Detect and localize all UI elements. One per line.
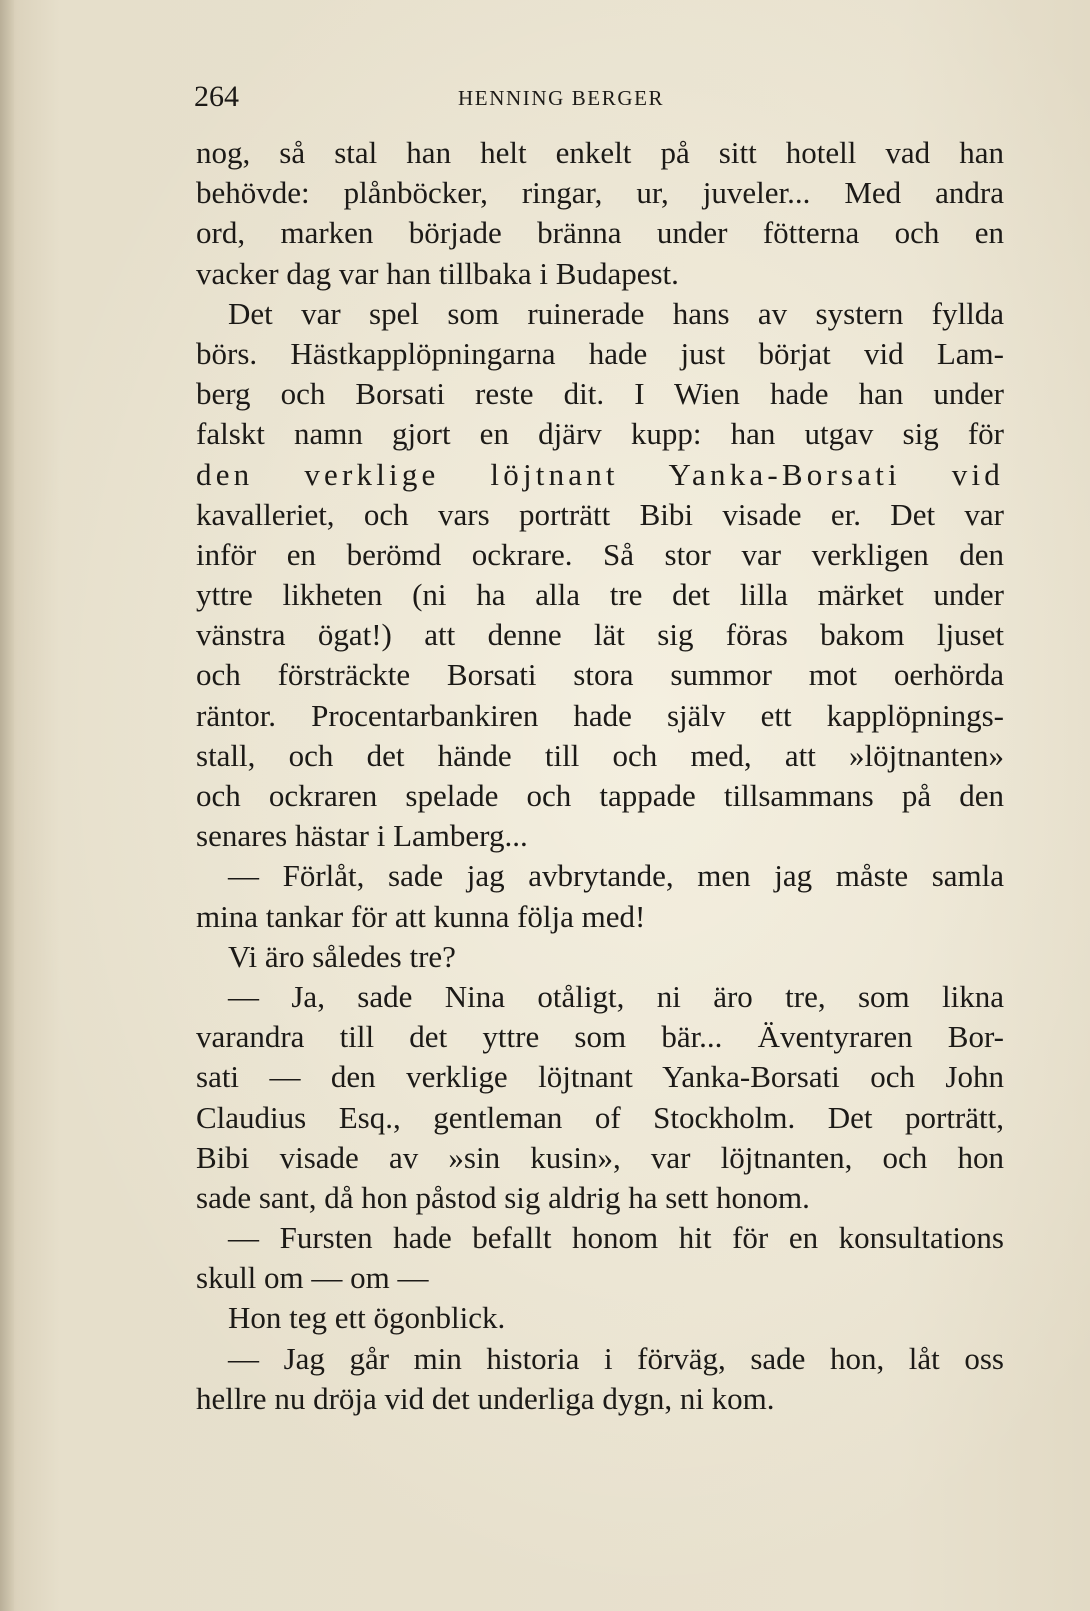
page-binding-edge (0, 0, 14, 1611)
text-line: — Fursten hade befallt honom hit för en konsultations (228, 1220, 1004, 1256)
text-line: nog, så stal han helt enkelt på sitt hotell vad han (196, 135, 1004, 170)
running-head: HENNING BERGER (458, 86, 665, 110)
text-line: kavalleriet, och vars porträtt Bibi visade er. Det var (196, 496, 1004, 532)
text-line: skull om — om — (196, 1260, 429, 1296)
text-line: senares hästar i Lamberg... (196, 818, 528, 854)
body-text (196, 133, 1004, 1419)
text-line: Det var spel som ruinerade hans av systern fyllda (228, 295, 1004, 331)
text-line: den verklige löjtnant Yanka-Borsati vid (196, 456, 1004, 492)
text-line: sati — den verklige löjtnant Yanka-Borsati och John (196, 1059, 1004, 1095)
text-line: varandra till det yttre som bär... Äventyraren Bor- (196, 1019, 1004, 1055)
text-line: och ockraren spelade och tappade tillsammans på den (196, 778, 1004, 813)
text-line: — Jag går min historia i förväg, sade hon, låt oss (228, 1340, 1004, 1376)
text-line: sade sant, då hon påstod sig aldrig ha sett honom. (196, 1179, 810, 1215)
text-line: Bibi visade av »sin kusin», var löjtnanten, och hon (196, 1139, 1004, 1175)
page-header (194, 80, 984, 120)
text-line: ord, marken började bränna under fötterna och en (196, 215, 1004, 251)
text-line: hellre nu dröja vid det underliga dygn, ni kom. (196, 1380, 775, 1416)
text-line: vacker dag var han tillbaka i Budapest. (196, 255, 679, 291)
text-line: falskt namn gjort en djärv kupp: han utgav sig för (196, 416, 1004, 452)
text-line: mina tankar för att kunna följa med! (196, 898, 646, 934)
text-line: och försträckte Borsati stora summor mot oerhörda (196, 657, 1004, 693)
text-line: inför en berömd ockrare. Så stor var verkligen den (196, 536, 1004, 572)
text-line: Vi äro således tre? (228, 938, 456, 974)
text-line: — Ja, sade Nina otåligt, ni äro tre, som likna (228, 978, 1004, 1014)
text-line: berg och Borsati reste dit. I Wien hade han under (196, 376, 1004, 412)
text-line: stall, och det hände till och med, att »löjtnanten» (196, 737, 1004, 773)
text-line: börs. Hästkapplöpningarna hade just börjat vid Lam- (196, 335, 1004, 371)
text-line: Hon teg ett ögonblick. (228, 1300, 506, 1336)
text-line: behövde: plånböcker, ringar, ur, juveler... Med andra (196, 175, 1004, 211)
text-line: vänstra ögat!) att denne lät sig föras bakom ljuset (196, 617, 1004, 653)
text-line: räntor. Procentarbankiren hade själv ett kapplöpnings- (196, 697, 1004, 733)
text-line: Claudius Esq., gentleman of Stockholm. Det porträtt, (196, 1099, 1004, 1135)
page-number: 264 (194, 80, 239, 113)
text-line: yttre likheten (ni ha alla tre det lilla märket under (196, 577, 1004, 613)
text-line: — Förlåt, sade jag avbrytande, men jag måste samla (228, 858, 1004, 894)
